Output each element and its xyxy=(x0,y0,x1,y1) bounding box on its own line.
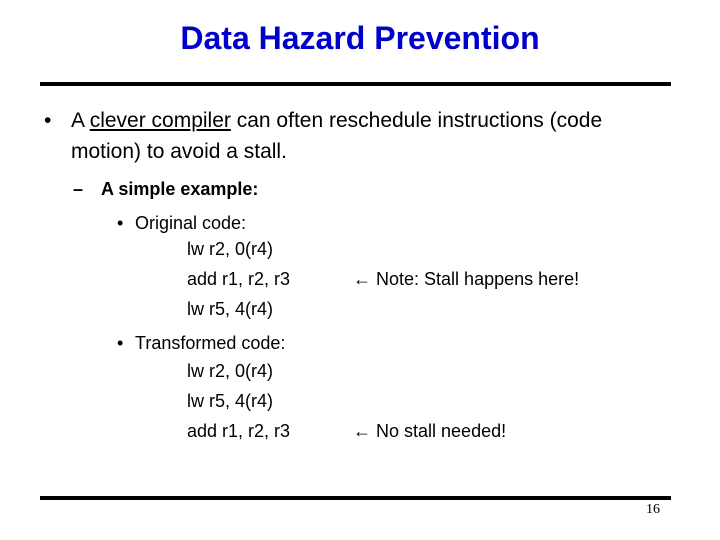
slide-title: Data Hazard Prevention xyxy=(180,20,540,56)
top-rule xyxy=(40,82,671,86)
underlined-phrase: clever compiler xyxy=(89,109,231,132)
code-line: lw r5, 4(r4) xyxy=(187,299,274,319)
code-line: lw r5, 4(r4) xyxy=(187,391,274,411)
page-number: 16 xyxy=(646,502,660,517)
original-code-label: Original code: xyxy=(135,213,247,233)
bullet-icon: • xyxy=(44,109,52,132)
code-line: add r1, r2, r3 xyxy=(187,421,291,441)
main-bullet-text: A clever compiler can often reschedule instructions (code motion) to avoid a stall. xyxy=(71,109,603,163)
sub-bullet-text: A simple example: xyxy=(101,179,259,199)
code-line: lw r2, 0(r4) xyxy=(187,239,274,259)
left-arrow-icon: ← xyxy=(353,269,371,289)
transformed-code-label: Transformed code: xyxy=(135,333,286,353)
bullet-icon: • xyxy=(117,213,124,233)
code-line: lw r2, 0(r4) xyxy=(187,361,274,381)
note-no-stall xyxy=(353,418,506,444)
note-no-stall-text: No stall needed! xyxy=(376,421,507,441)
note-stall-text: Note: Stall happens here! xyxy=(376,269,580,289)
code-line: add r1, r2, r3 xyxy=(187,269,291,289)
dash-icon: – xyxy=(73,179,84,199)
bullet-icon: • xyxy=(117,333,124,353)
note-stall xyxy=(353,266,579,292)
bottom-rule xyxy=(40,496,671,500)
left-arrow-icon: ← xyxy=(353,421,371,441)
